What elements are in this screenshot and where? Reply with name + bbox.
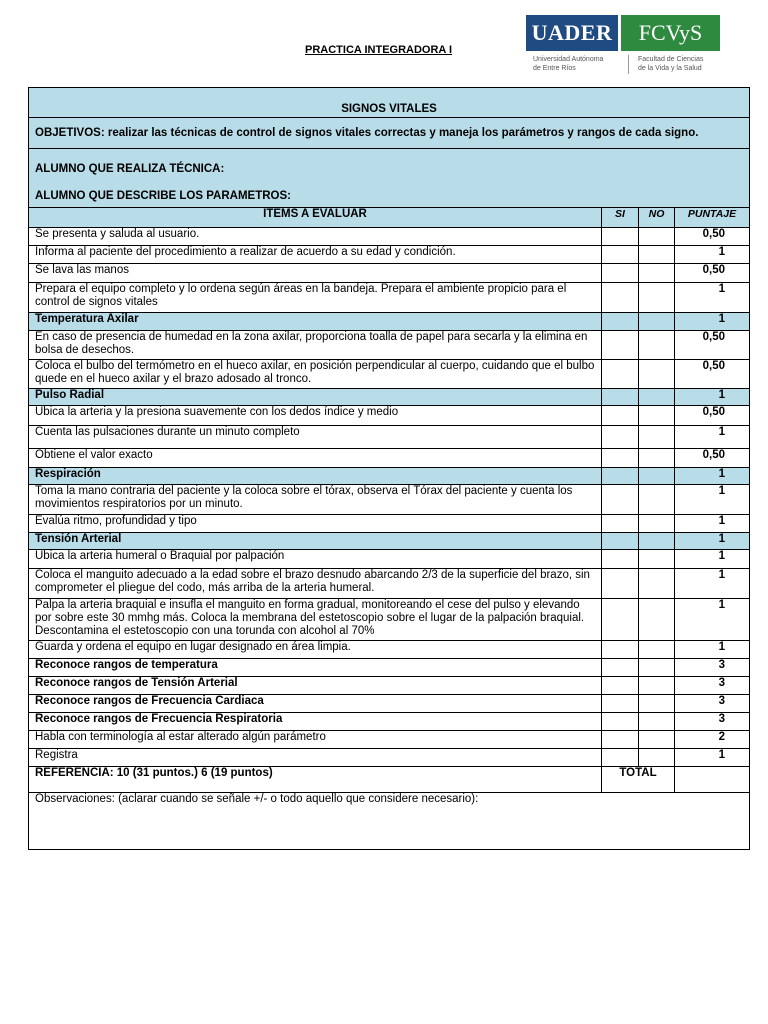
table-row	[29, 515, 750, 533]
item-score: 2	[675, 731, 750, 749]
no-checkbox-cell[interactable]	[639, 246, 675, 264]
si-checkbox-cell[interactable]	[602, 569, 639, 599]
no-checkbox-cell[interactable]	[639, 677, 675, 695]
table-row	[29, 695, 750, 713]
no-checkbox-cell[interactable]	[639, 389, 675, 406]
reference-text: REFERENCIA: 10 (31 puntos.) 6 (19 puntos)	[29, 767, 602, 793]
uader-logo-subtitle: Universidad Autónoma de Entre Ríos	[533, 56, 604, 72]
no-checkbox-cell[interactable]	[639, 533, 675, 550]
category-row	[29, 533, 750, 550]
category-row	[29, 468, 750, 485]
no-checkbox-cell[interactable]	[639, 485, 675, 515]
si-checkbox-cell[interactable]	[602, 313, 639, 331]
logo-divider	[628, 55, 629, 74]
item-text: Coloca el bulbo del termómetro en el hueco axilar, en posición perpendicular al cuerpo, cuidando que el bulbo quede en el hueco axilar y el brazo adosado al tronco.	[29, 360, 602, 389]
item-score: 1	[675, 550, 750, 569]
category-score: 1	[675, 313, 750, 331]
item-score: 0,50	[675, 406, 750, 426]
column-header-row	[29, 208, 750, 228]
observations-row	[29, 793, 750, 850]
si-checkbox-cell[interactable]	[602, 641, 639, 659]
fcvys-logo: FCVyS	[621, 15, 720, 51]
section-title: SIGNOS VITALES	[29, 88, 750, 118]
item-score: 3	[675, 695, 750, 713]
item-text: Registra	[29, 749, 602, 767]
item-score: 1	[675, 426, 750, 449]
si-checkbox-cell[interactable]	[602, 515, 639, 533]
table-row	[29, 713, 750, 731]
item-text: Reconoce rangos de temperatura	[29, 659, 602, 677]
reference-row	[29, 767, 750, 793]
table-row	[29, 749, 750, 767]
no-checkbox-cell[interactable]	[639, 599, 675, 641]
item-score: 1	[675, 515, 750, 533]
item-score: 1	[675, 599, 750, 641]
table-row	[29, 449, 750, 468]
table-row	[29, 406, 750, 426]
item-score: 1	[675, 749, 750, 767]
si-checkbox-cell[interactable]	[602, 485, 639, 515]
table-row	[29, 426, 750, 449]
si-checkbox-cell[interactable]	[602, 246, 639, 264]
item-text: Evalúa ritmo, profundidad y tipo	[29, 515, 602, 533]
item-text: Ubica la arteria y la presiona suavemente con los dedos índice y medio	[29, 406, 602, 426]
no-checkbox-cell[interactable]	[639, 426, 675, 449]
total-label: TOTAL	[602, 767, 675, 793]
no-checkbox-cell[interactable]	[639, 731, 675, 749]
no-checkbox-cell[interactable]	[639, 449, 675, 468]
no-checkbox-cell[interactable]	[639, 313, 675, 331]
si-checkbox-cell[interactable]	[602, 331, 639, 360]
item-text: Prepara el equipo completo y lo ordena según áreas en la bandeja. Prepara el ambiente propicio para el control de signos vitales	[29, 283, 602, 313]
si-checkbox-cell[interactable]	[602, 713, 639, 731]
no-checkbox-cell[interactable]	[639, 569, 675, 599]
si-checkbox-cell[interactable]	[602, 406, 639, 426]
si-checkbox-cell[interactable]	[602, 468, 639, 485]
table-row	[29, 485, 750, 515]
table-row	[29, 264, 750, 283]
item-score: 0,50	[675, 264, 750, 283]
si-checkbox-cell[interactable]	[602, 283, 639, 313]
table-row	[29, 677, 750, 695]
items-column-header: ÍTEMS A EVALUAR	[29, 208, 602, 228]
no-checkbox-cell[interactable]	[639, 641, 675, 659]
si-checkbox-cell[interactable]	[602, 659, 639, 677]
item-score: 1	[675, 485, 750, 515]
no-checkbox-cell[interactable]	[639, 468, 675, 485]
item-text: Reconoce rangos de Tensión Arterial	[29, 677, 602, 695]
category-title: Respiración	[29, 468, 602, 485]
item-text: Se presenta y saluda al usuario.	[29, 228, 602, 246]
si-checkbox-cell[interactable]	[602, 550, 639, 569]
item-score: 1	[675, 283, 750, 313]
item-score: 1	[675, 569, 750, 599]
category-score: 1	[675, 389, 750, 406]
item-text: Informa al paciente del procedimiento a realizar de acuerdo a su edad y condición.	[29, 246, 602, 264]
category-title: Tensión Arterial	[29, 533, 602, 550]
no-column-header: NO	[639, 208, 675, 228]
si-checkbox-cell[interactable]	[602, 599, 639, 641]
si-checkbox-cell[interactable]	[602, 695, 639, 713]
item-text: Palpa la arteria braquial e insufla el manguito en forma gradual, monitoreando el cese del pulso y elevando por sobre este 30 mmhg más. Coloca la membrana del estetoscopio sobre el lugar de la palpación braquial. Descontamina el estetoscopio con una torunda con alcohol al 70%	[29, 599, 602, 641]
no-checkbox-cell[interactable]	[639, 659, 675, 677]
item-text: En caso de presencia de humedad en la zona axilar, proporciona toalla de papel para secarla y la elimina en bolsa de desechos.	[29, 331, 602, 360]
item-score: 1	[675, 246, 750, 264]
table-row	[29, 550, 750, 569]
no-checkbox-cell[interactable]	[639, 695, 675, 713]
item-text: Guarda y ordena el equipo en lugar designado en área limpia.	[29, 641, 602, 659]
item-text: Cuenta las pulsaciones durante un minuto completo	[29, 426, 602, 449]
item-text: Reconoce rangos de Frecuencia Cardiaca	[29, 695, 602, 713]
si-checkbox-cell[interactable]	[602, 360, 639, 389]
si-column-header: SI	[602, 208, 639, 228]
table-row	[29, 569, 750, 599]
item-score: 3	[675, 713, 750, 731]
score-column-header: PUNTAJE	[675, 208, 750, 228]
fcvys-logo-subtitle: Facultad de Ciencias de la Vida y la Salud	[638, 56, 704, 72]
item-score: 0,50	[675, 228, 750, 246]
student-describes-label: ALUMNO QUE DESCRIBE LOS PARAMETROS:	[35, 190, 291, 202]
item-score: 3	[675, 659, 750, 677]
total-value-cell[interactable]	[675, 767, 750, 793]
item-score: 1	[675, 641, 750, 659]
si-checkbox-cell[interactable]	[602, 449, 639, 468]
item-score: 0,50	[675, 331, 750, 360]
si-checkbox-cell[interactable]	[602, 264, 639, 283]
no-checkbox-cell[interactable]	[639, 749, 675, 767]
table-row	[29, 360, 750, 389]
no-checkbox-cell[interactable]	[639, 331, 675, 360]
student-technique-label: ALUMNO QUE REALIZA TÉCNICA:	[35, 163, 225, 175]
no-checkbox-cell[interactable]	[639, 406, 675, 426]
si-checkbox-cell[interactable]	[602, 228, 639, 246]
si-checkbox-cell[interactable]	[602, 731, 639, 749]
students-cell	[29, 149, 750, 208]
item-score: 3	[675, 677, 750, 695]
table-row	[29, 599, 750, 641]
item-text: Obtiene el valor exacto	[29, 449, 602, 468]
no-checkbox-cell[interactable]	[639, 360, 675, 389]
item-text: Toma la mano contraria del paciente y la coloca sobre el tórax, observa el Tórax del paciente y cuenta los movimientos respiratorios por un minuto.	[29, 485, 602, 515]
table-row	[29, 283, 750, 313]
table-row	[29, 331, 750, 360]
table-row	[29, 228, 750, 246]
si-checkbox-cell[interactable]	[602, 677, 639, 695]
table-row	[29, 659, 750, 677]
item-text: Habla con terminología al estar alterado algún parámetro	[29, 731, 602, 749]
students-row	[29, 149, 750, 208]
uader-logo: UADER	[526, 15, 618, 51]
table-row	[29, 246, 750, 264]
objectives-text: OBJETIVOS: realizar las técnicas de control de signos vitales correctas y maneja los parámetros y rangos de cada signo.	[29, 118, 750, 149]
si-checkbox-cell[interactable]	[602, 533, 639, 550]
category-title: Temperatura Axilar	[29, 313, 602, 331]
item-text: Coloca el manguito adecuado a la edad sobre el brazo desnudo abarcando 2/3 de la superficie del brazo, sin comprometer el pliegue del codo, más arriba de la arteria humeral.	[29, 569, 602, 599]
si-checkbox-cell[interactable]	[602, 389, 639, 406]
no-checkbox-cell[interactable]	[639, 713, 675, 731]
category-score: 1	[675, 533, 750, 550]
item-text: Se lava las manos	[29, 264, 602, 283]
item-score: 0,50	[675, 449, 750, 468]
no-checkbox-cell[interactable]	[639, 283, 675, 313]
category-score: 1	[675, 468, 750, 485]
item-score: 0,50	[675, 360, 750, 389]
objectives-row	[29, 118, 750, 149]
category-title: Pulso Radial	[29, 389, 602, 406]
observations-field[interactable]	[29, 793, 750, 850]
page-title: PRACTICA INTEGRADORA I	[305, 44, 453, 56]
observations-label: Observaciones: (aclarar cuando se señale +/- o todo aquello que considere necesario):	[35, 793, 479, 805]
item-text: Reconoce rangos de Frecuencia Respiratoria	[29, 713, 602, 731]
item-text: Ubica la arteria humeral o Braquial por palpación	[29, 550, 602, 569]
table-row	[29, 731, 750, 749]
category-row	[29, 389, 750, 406]
no-checkbox-cell[interactable]	[639, 264, 675, 283]
si-checkbox-cell[interactable]	[602, 426, 639, 449]
table-row	[29, 641, 750, 659]
no-checkbox-cell[interactable]	[639, 515, 675, 533]
section-title-row	[29, 88, 750, 118]
si-checkbox-cell[interactable]	[602, 749, 639, 767]
evaluation-table	[28, 87, 750, 850]
no-checkbox-cell[interactable]	[639, 228, 675, 246]
no-checkbox-cell[interactable]	[639, 550, 675, 569]
category-row	[29, 313, 750, 331]
